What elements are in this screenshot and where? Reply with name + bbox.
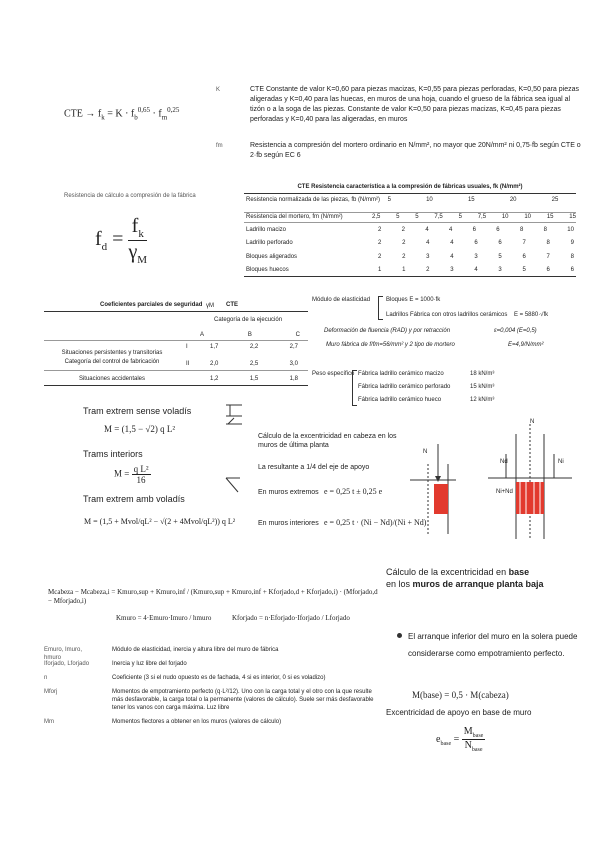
cte-cell: 10 bbox=[567, 227, 574, 233]
modulus-l3b: ε=0,004 (E=0,5) bbox=[494, 328, 537, 334]
cte-row-values bbox=[378, 226, 574, 234]
gamma-value: 2,7 bbox=[289, 344, 298, 350]
weights-brace bbox=[352, 370, 357, 406]
cte-cell: 8 bbox=[546, 240, 550, 246]
cat-i: I bbox=[186, 344, 188, 350]
safety-title-ref: CTE bbox=[226, 302, 238, 308]
ebase-num: M bbox=[463, 726, 473, 737]
cte-row-label: Bloques aligerados bbox=[246, 254, 298, 260]
modulus-l3: Deformación de fluencia (RAD) y por retracción bbox=[324, 328, 451, 334]
weight-value: 12 kN/m³ bbox=[470, 397, 495, 403]
tram1-formula: M = (1,5 − √2) q L² bbox=[104, 424, 176, 434]
legend-text: Momentos de empotramiento perfecto (q·L²/12). Uno con la carga total y el otro con la que resulte más desfavorable, la carga total o la permanente (valores de cálculo). Suele ser más desfavorable tener los vanos con carga máxima. Luz libre bbox=[112, 689, 374, 711]
cte-cell: 6 bbox=[522, 254, 526, 260]
tram2-den: 16 bbox=[136, 475, 146, 485]
weights-label: Peso específico bbox=[312, 371, 355, 377]
legend-text: Momentos flectores a obtener en los muros (valores de cálculo) bbox=[112, 719, 282, 725]
wall-diagram bbox=[400, 414, 590, 554]
tram3-title: Tram extrem amb voladís bbox=[83, 494, 185, 504]
cte-cell: 3 bbox=[474, 254, 478, 260]
fm-value: 15 bbox=[569, 214, 576, 220]
gamma-value: 1,7 bbox=[210, 344, 219, 350]
cte-cell: 6 bbox=[498, 240, 502, 246]
fb-15: 15 bbox=[467, 197, 475, 203]
gamma-value: 1,8 bbox=[289, 376, 298, 382]
col-c: C bbox=[295, 332, 300, 338]
fk-num-sub: k bbox=[138, 228, 144, 240]
ebase-formula: $e_{base}$ = $\frac{M_{base}}{N_{base}}$ bbox=[436, 726, 484, 753]
safety-title-sym: γM bbox=[206, 303, 214, 309]
fd-sub: d bbox=[101, 241, 108, 254]
legend-sym: Emuro, Imuro, hmuro bbox=[44, 647, 83, 661]
weight-name: Fábrica ladrillo cerámico macizo bbox=[358, 371, 444, 377]
cte-cell: 2 bbox=[378, 240, 382, 246]
modulus-label: Módulo de elasticidad bbox=[312, 297, 371, 303]
cte-row-label: Ladrillo perforado bbox=[246, 240, 293, 246]
def-fm-text: Resistencia a compresión del mortero ordinario en N/mm², no mayor que 20N/mm² ni 0,75·fb según CTE o 2·fb según EC 6 bbox=[250, 142, 581, 159]
legend-text: Módulo de elasticidad, inercia y altura libre del muro de fábrica bbox=[112, 647, 279, 653]
safety-title: Coeficientes parciales de seguridad bbox=[100, 302, 203, 308]
fm-value: 5 bbox=[415, 214, 419, 220]
modulus-brace bbox=[378, 296, 383, 320]
cte-cell: 2 bbox=[426, 267, 430, 273]
ebase-lhs: e bbox=[436, 733, 441, 745]
cte-table-title: CTE Resistencia característica a la compresión de fábricas usuales, fk (N/mm²) bbox=[297, 184, 523, 190]
cte-cell: 9 bbox=[570, 240, 574, 246]
cte-cell: 8 bbox=[543, 227, 547, 233]
gamma-value: 2,5 bbox=[249, 361, 259, 367]
fm-value: 15 bbox=[546, 214, 554, 220]
k-forjado-formula: Kforjado = n·Eforjado·Iforjado / Lforjado bbox=[232, 614, 350, 622]
cte-row-values bbox=[378, 253, 574, 261]
ecc-bottom-title1b: base bbox=[508, 567, 530, 577]
cte-cell: 1 bbox=[402, 267, 406, 273]
fd-symbol: f bbox=[95, 228, 102, 251]
cte-cell: 3 bbox=[450, 267, 454, 273]
cte-cell: 3 bbox=[498, 267, 502, 273]
diag-n-top: N bbox=[530, 419, 535, 425]
fm-value: 2,5 bbox=[372, 214, 381, 220]
cte-formula-eq: = K · f bbox=[107, 108, 135, 120]
legend-sym: n bbox=[44, 675, 48, 681]
tram2-num: q L² bbox=[133, 464, 149, 474]
fm-exp: 0,25 bbox=[167, 106, 180, 114]
cte-cell: 6 bbox=[570, 267, 574, 273]
tram-icons bbox=[222, 402, 246, 502]
col-a: A bbox=[200, 332, 205, 338]
def-fm-sym: fm bbox=[216, 143, 223, 149]
legend-sym: Mforj bbox=[44, 689, 58, 695]
weight-name: Fábrica ladrillo cerámico hueco bbox=[358, 397, 442, 403]
tram1-title: Tram extrem sense voladís bbox=[83, 406, 192, 416]
fk-sub: k bbox=[101, 113, 105, 122]
ebase-den: N bbox=[464, 740, 472, 751]
cte-row-values bbox=[378, 239, 574, 247]
safety-row1-sub: Categoría del control de fabricación bbox=[64, 359, 160, 365]
ecc-bottom-title1: Cálculo de la excentricidad en bbox=[386, 567, 509, 577]
cte-cell: 2 bbox=[402, 240, 406, 246]
fm-sub: m bbox=[161, 113, 168, 122]
cte-row-label: Bloques huecos bbox=[246, 267, 289, 273]
tram2-lhs: M = bbox=[114, 468, 132, 479]
cte-cell: 8 bbox=[519, 227, 524, 233]
col-b: B bbox=[247, 332, 252, 338]
modulus-l2: Ladrillos Fábrica con otros ladrillos cerámicos bbox=[386, 312, 508, 318]
ecc-int-formula: e = 0,25 t · (Ni − Nd)/(Ni + Nd) bbox=[324, 518, 427, 527]
cte-formula bbox=[64, 106, 179, 121]
cte-cell: 7 bbox=[546, 254, 550, 260]
diag-nd: Nd bbox=[500, 459, 508, 465]
bullet-icon bbox=[397, 633, 402, 638]
cte-cell: 2 bbox=[378, 227, 382, 233]
modulus-l1: Bloques E = 1000·fk bbox=[386, 297, 441, 303]
cte-cell: 3 bbox=[426, 254, 430, 260]
fd-fraction bbox=[128, 215, 147, 266]
gamma-value: 2,0 bbox=[210, 361, 219, 367]
moment-formula: Mcabeza − Mcabeza,i = Kmuro,sup + Kmuro,inf / (Kmuro,sup + Kmuro,inf + Kforjado,d + Kforjado,i) · (Mforjado,d − Mforjado,i) bbox=[48, 588, 378, 605]
safety-cat-label: Categoría de la ejecución bbox=[214, 317, 283, 323]
ebase-den-sub: base bbox=[471, 747, 483, 753]
cte-row2-values bbox=[372, 213, 576, 221]
ecc-bullet-text: El arranque inferior del muro en la solera puede considerarse como empotramiento perfecto. bbox=[408, 632, 578, 658]
fb-sub: b bbox=[134, 113, 138, 122]
fb-exp: 0,65 bbox=[137, 106, 151, 114]
cte-cell: 5 bbox=[522, 267, 526, 273]
cte-cell: 4 bbox=[426, 240, 430, 246]
fb-25: 25 bbox=[551, 197, 559, 203]
ecc-int-label: En muros interiores bbox=[258, 520, 319, 527]
ecc-ext-label: En muros extremos bbox=[258, 489, 319, 496]
legend-text: Coeficiente (3 si el nudo opuesto es de fachada, 4 si es interior, 0 si es voladizo) bbox=[112, 675, 326, 681]
load-block-left bbox=[434, 484, 448, 514]
cte-cell: 6 bbox=[474, 240, 478, 246]
cte-row-label: Ladrillo macizo bbox=[246, 227, 287, 233]
fm-value: 5 bbox=[396, 214, 400, 220]
arrow-icon: → bbox=[85, 108, 96, 120]
fb-10: 10 bbox=[426, 197, 433, 203]
cte-cell: 4 bbox=[425, 227, 429, 233]
fm-value: 7,5 bbox=[434, 214, 443, 220]
safety-row1a-values bbox=[210, 343, 298, 351]
ecc-ext-formula: e = 0,25 t ± 0,25 e bbox=[324, 487, 383, 496]
cte-cell: 4 bbox=[450, 254, 454, 260]
fm-value: 5 bbox=[458, 214, 462, 220]
cte-cell: 2 bbox=[402, 254, 406, 260]
legend-text: Inercia y luz libre del forjado bbox=[112, 661, 187, 667]
cte-row1-values bbox=[370, 196, 576, 204]
cte-cell: 7 bbox=[522, 240, 526, 246]
fm-value: 7,5 bbox=[477, 214, 487, 220]
modulus-l2b: E = 5880·√fk bbox=[514, 312, 549, 318]
fb-5: 5 bbox=[387, 197, 391, 203]
gamma-den-sub: M bbox=[137, 254, 148, 266]
fk-num: f bbox=[131, 215, 139, 237]
ecc-bottom-title2b: muros de arranque planta baja bbox=[412, 579, 544, 589]
cte-cell: 4 bbox=[448, 227, 453, 233]
ecc-top-title: Cálculo de la excentricidad en cabeza en los muros de última planta bbox=[258, 433, 397, 449]
diag-sum: Ni+Nd bbox=[496, 489, 513, 495]
cat-ii: II bbox=[186, 361, 190, 367]
gamma-value: 2,2 bbox=[249, 344, 259, 350]
cantilever-icon bbox=[226, 478, 240, 492]
modulus-l4b: E=4,9/N/mm² bbox=[508, 342, 544, 348]
cte-cell: 2 bbox=[401, 227, 405, 233]
modulus-l4: Muro fábrica de f/fm=56/mm² y 2 tipo de mortero bbox=[326, 342, 455, 348]
def-k-text: CTE Constante de valor K=0,60 para piezas macizas, K=0,55 para piezas perforadas, K=0,50 para piezas aligeradas y K=0,40 para las huecas, en muros de una hoja, cuando el grueso de la fábrica sea igual al tizón o a la soga de las piezas. Constante de valor K=0,50 para piezas macizas, K=0,45 para piezas perforadas y K=0,40 para las aligeradas, en muros bbox=[250, 86, 579, 123]
fm-value: 10 bbox=[524, 214, 532, 220]
weight-name: Fábrica ladrillo cerámico perforado bbox=[358, 384, 451, 390]
cte-cell: 6 bbox=[546, 267, 550, 273]
ecc-bottom-title bbox=[386, 566, 586, 590]
ebase-num-sub: base bbox=[472, 733, 484, 739]
cte-cell: 8 bbox=[570, 254, 574, 260]
tram2-title: Trams interiors bbox=[83, 449, 143, 459]
cte-cell: 6 bbox=[496, 227, 500, 233]
safety-row1b-values bbox=[210, 360, 298, 368]
weight-value: 18 kN/m³ bbox=[470, 371, 495, 377]
cte-cell: 1 bbox=[378, 267, 382, 273]
ecc-bottom-title2: en los bbox=[386, 579, 413, 589]
k-muro-formula: Kmuro = 4·Emuro·Imuro / hmuro bbox=[116, 614, 212, 622]
diag-n-side: N bbox=[423, 449, 428, 455]
gamma-value: 1,2 bbox=[210, 376, 219, 382]
safety-cols bbox=[200, 331, 300, 339]
def-k-sym: K bbox=[216, 87, 221, 93]
cte-cell: 4 bbox=[474, 267, 478, 273]
gamma-den: γ bbox=[128, 241, 138, 263]
cte-row2-label: Resistencia del mortero, fm (N/mm²) bbox=[246, 214, 343, 220]
safety-row2-values bbox=[210, 375, 298, 383]
gamma-value: 3,0 bbox=[289, 361, 298, 367]
legend-sym: Iforjado, Lforjado bbox=[44, 661, 90, 667]
safety-row2-label: Situaciones accidentales bbox=[78, 376, 146, 382]
cte-formula-dot: · f bbox=[150, 108, 162, 120]
cte-row1-label: Resistencia normalizada de las piezas, fb (N/mm²) bbox=[246, 197, 381, 203]
fm-value: 10 bbox=[501, 214, 509, 220]
ebase-sub: base bbox=[440, 740, 452, 747]
tram2-formula bbox=[114, 464, 151, 485]
cte-row-values bbox=[378, 266, 574, 274]
support-icon bbox=[226, 405, 242, 424]
design-label: Resistencia de cálculo a compresión de la fábrica bbox=[64, 193, 196, 199]
fk-symbol: f bbox=[97, 108, 102, 120]
wall-left bbox=[410, 444, 456, 534]
cte-cell: 4 bbox=[450, 240, 454, 246]
tram3-formula: M = (1,5 + Mvol/qL² − √(2 + 4Mvol/qL²)) q L² bbox=[84, 517, 236, 526]
cte-cell: 5 bbox=[498, 254, 502, 260]
fb-20: 20 bbox=[509, 197, 517, 203]
wall-right bbox=[488, 424, 572, 539]
diag-ni: Ni bbox=[558, 459, 564, 465]
legend-sym: Mm bbox=[44, 719, 54, 725]
cte-cell: 6 bbox=[472, 227, 476, 233]
cte-formula-lhs: CTE bbox=[64, 108, 83, 120]
ecc-base-label: Excentricidad de apoyo en base de muro bbox=[386, 708, 532, 717]
mbase-formula: M(base) = 0,5 · M(cabeza) bbox=[412, 690, 509, 700]
design-formula: $f_d$ = $\frac{f_k}{\gamma_M}$ bbox=[95, 215, 148, 266]
ecc-top-sub: La resultante a 1/4 del eje de apoyo bbox=[258, 464, 370, 471]
weight-value: 15 kN/m³ bbox=[470, 384, 495, 390]
safety-row1-label: Situaciones persistentes y transitorias bbox=[61, 350, 163, 356]
cte-cell: 2 bbox=[378, 254, 382, 260]
gamma-value: 1,5 bbox=[249, 376, 259, 382]
